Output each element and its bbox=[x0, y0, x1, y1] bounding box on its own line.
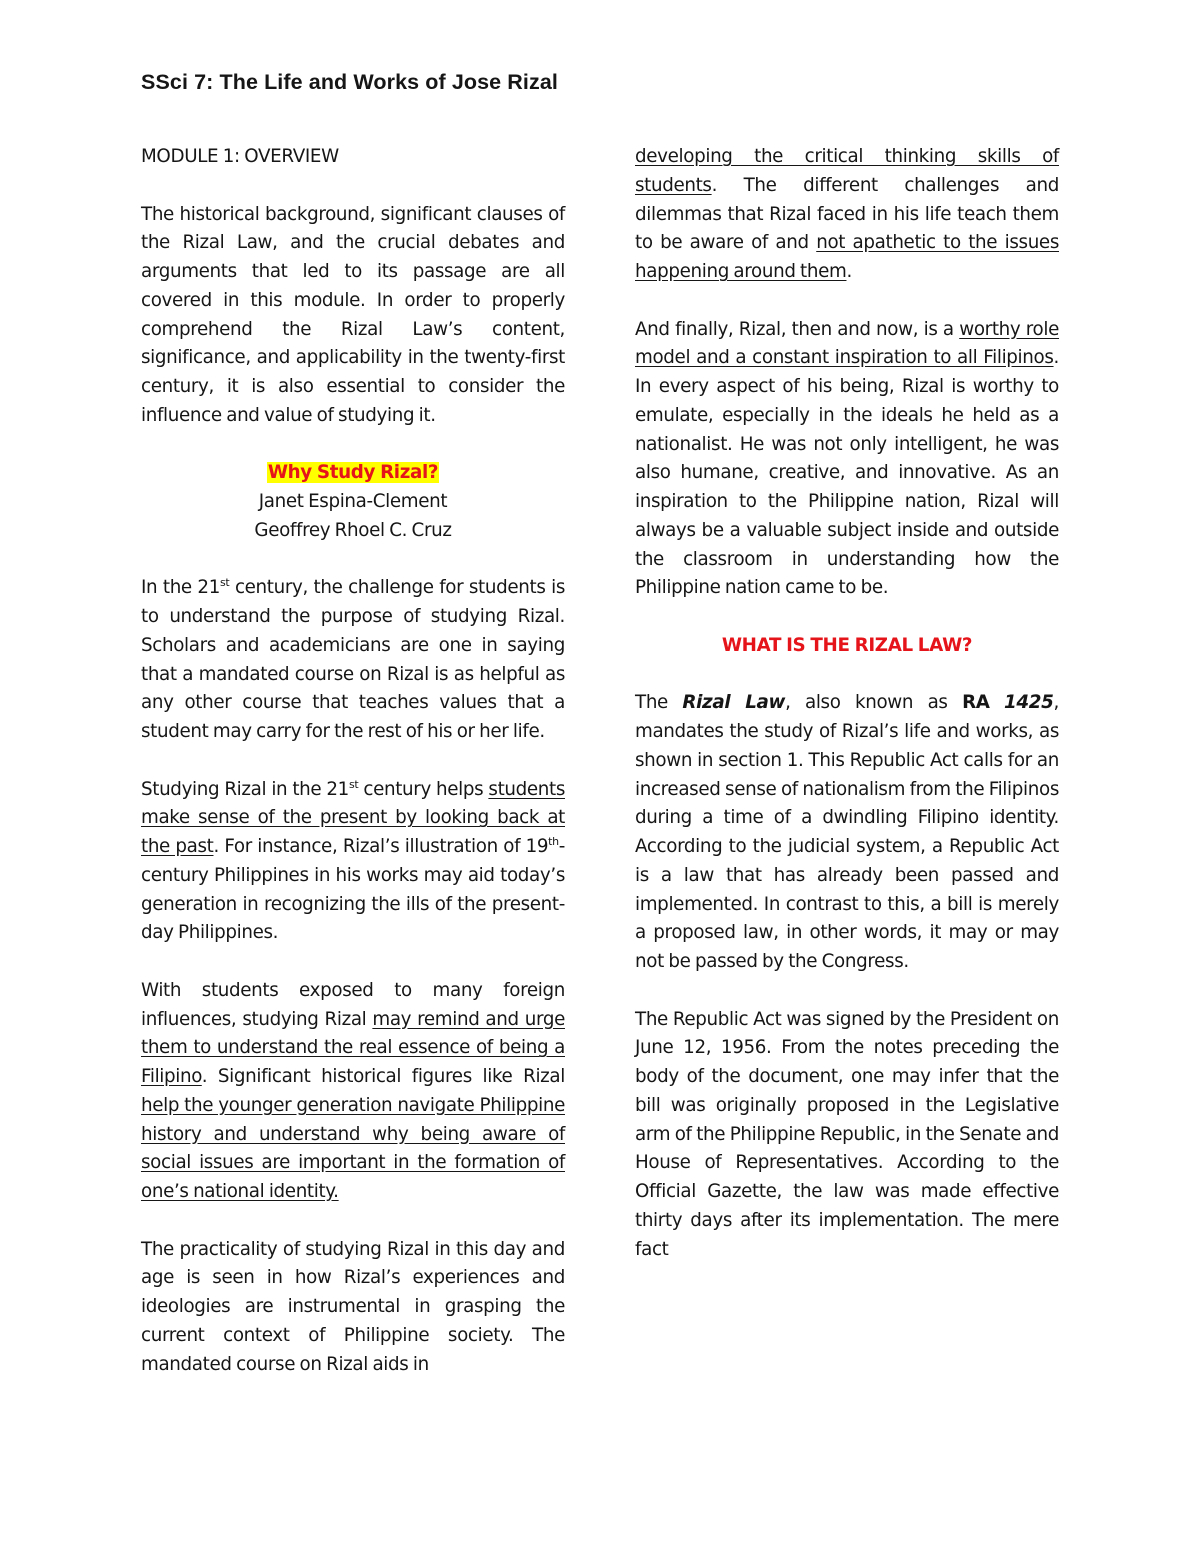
left-column bbox=[141, 143, 565, 1379]
underlined-text: not apathetic to the issues happening around them bbox=[635, 232, 1059, 282]
text-run: century helps bbox=[358, 778, 489, 800]
author-2: Geoffrey Rhoel C. Cruz bbox=[254, 519, 452, 541]
why-study-title: Why Study Rizal? bbox=[267, 462, 439, 484]
right-column bbox=[635, 143, 1059, 1264]
module-heading: MODULE 1: OVERVIEW bbox=[141, 146, 339, 167]
emphasis-text: RA bbox=[962, 692, 990, 714]
text-run: -century Philippines in his works may aid today’s generation in recognizing the ills of the present-day Philippines. bbox=[141, 836, 566, 944]
text-run: And finally, Rizal, then and now, is a bbox=[635, 318, 960, 340]
text-run: . Significant historical figures like Rizal bbox=[201, 1066, 565, 1087]
text-run: . bbox=[846, 261, 852, 282]
underlined-text: may remind and urge them to understand the real essence of being a Filipino bbox=[141, 1008, 565, 1087]
text-run: century, the challenge for students is to understand the purpose of studying Rizal. Scholars and academicians are one in saying that a mandated course on Rizal is as helpful as any other course that teaches values that a student may carry for the rest of his or her life. bbox=[141, 577, 565, 742]
paragraph-practicality-cont bbox=[635, 143, 1059, 287]
text-run: . For instance, Rizal’s illustration of 19 bbox=[213, 836, 549, 857]
emphasis-text: 1425 bbox=[1004, 692, 1054, 714]
underlined-text: developing the critical thinking skills of students bbox=[635, 146, 1059, 196]
superscript: th bbox=[548, 835, 559, 848]
superscript: st bbox=[348, 777, 359, 791]
underlined-text: worthy role model and a constant inspiration to all Filipinos bbox=[635, 318, 1060, 369]
text-run: , also known as bbox=[785, 692, 963, 714]
text-run: Studying Rizal in the 21 bbox=[141, 778, 349, 800]
paragraph-21st-century bbox=[141, 574, 565, 747]
text-run: , mandates the study of Rizal’s life and works, as shown in section 1. This Republic Act calls for an increased sense of nationalism from the Filipinos during a time of a dwindling Filipino identity. According to the judicial system, a Republic Act is a law that has already been passed and implemented. In contrast to this, a bill is merely a proposed law, in other words, it may or may not be passed by the Congress. bbox=[635, 692, 1059, 972]
author-1: Janet Espina-Clement bbox=[258, 491, 448, 512]
text-run: . In every aspect of his being, Rizal is worthy to emulate, especially in the ideals he held as a nationalist. He was not only intelligent, he was also humane, creative, and innovative. As an inspiration to the Philippine nation, Rizal will always be a valuable subject inside and outside the classroom in understanding how the Philippine nation came to be. bbox=[635, 347, 1059, 599]
text-run: The practicality of studying Rizal in this day and age is seen in how Rizal’s experiences and ideologies are instrumental in grasping the current context of Philippine society. The mandated course on Rizal aids in bbox=[141, 1238, 565, 1375]
rizal-law-title: WHAT IS THE RIZAL LAW? bbox=[721, 634, 973, 656]
underlined-text: help the younger generation navigate Philippine history and understand why being aware of social issues are important in the formation of one’s national identity. bbox=[141, 1094, 565, 1202]
emphasis-text: Rizal Law bbox=[682, 692, 786, 714]
superscript: st bbox=[219, 576, 230, 590]
text-run: The bbox=[635, 692, 683, 714]
text-run: . The different challenges and dilemmas that Rizal faced in his life teach them to be aware of and bbox=[635, 174, 1059, 254]
text-run: With students exposed to many foreign influences, studying Rizal bbox=[141, 979, 565, 1030]
paragraph-rizal-law bbox=[635, 689, 1059, 977]
text-run: In the 21 bbox=[141, 577, 220, 599]
paragraph-practicality-start bbox=[141, 1236, 565, 1380]
overview-paragraph: The historical background, significant clauses of the Rizal Law, and the crucial debates and arguments that led to its passage are all covered in this module. In order to properly comprehend the Rizal Law’s content, significance, and applicability in the twenty-first century, it is also essential to consider the influence and value of studying it. bbox=[141, 203, 565, 426]
section-title-rizal-law bbox=[635, 632, 1059, 661]
paragraph-republic-act: The Republic Act was signed by the President on June 12, 1956. From the notes preceding the body of the document, one may infer that the bill was originally proposed in the Legislative arm of the Philippine Republic, in the Senate and House of Representatives. According to the Official Gazette, the law was made effective thirty days after its implementation. The mere fact bbox=[635, 1008, 1059, 1260]
paragraph-present-past bbox=[141, 776, 565, 949]
underlined-text: students make sense of the present by looking back at the past bbox=[141, 778, 565, 857]
paragraph-role-model bbox=[635, 316, 1059, 604]
page-title: SSci 7: The Life and Works of Jose Rizal bbox=[141, 70, 558, 94]
paragraph-foreign-influences bbox=[141, 977, 565, 1207]
section-title-why-study bbox=[141, 459, 565, 488]
